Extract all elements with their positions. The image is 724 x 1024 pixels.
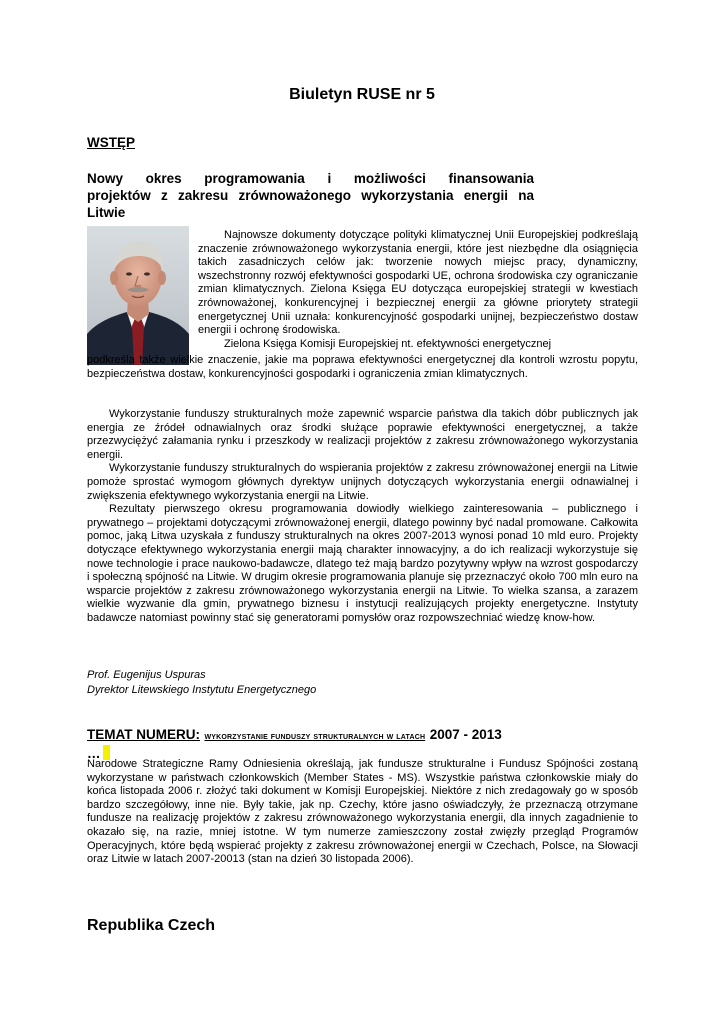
topic-years: 2007 - 2013 <box>429 727 502 742</box>
topic-label: TEMAT NUMERU: <box>87 727 200 742</box>
topic-ellipsis: … <box>87 746 101 761</box>
paragraph-1: Najnowsze dokumenty dotyczące polityki klimatycznej Unii Europejskiej podkreślają znaczenie zrównoważonego wykorzystania energii, które jest niezbędne dla osiągnięcia takich zasadniczych celów jak: tworzenie nowych miejsc pracy, dynamiczny, wszechstronny rozwój efektywności gospodarki UE, ochrona środowiska czy ograniczanie zmian klimatycznych. Zielona Księga EU dotycząca europejskiej strategii w kwestiach zrównoważonej, konkurencyjnej i bezpiecznej energii za główne priorytety strategii energetycznej Unii uznała: konkurencyjność gospodarki unijnej, bezpieczeństwo dostaw energii i ochronę środowiska. <box>198 229 638 337</box>
intro-text-full <box>87 354 638 381</box>
main-paragraphs <box>87 408 638 626</box>
paragraph-4: Wykorzystanie funduszy strukturalnych do wspierania projektów z zakresu zrównoważonej energii na Litwie pomoże sprostać wymogom głównych dyrektyw unijnych dotyczących wykorzystania energii odnawialnej i zwiększenia efektywnego wykorzystania energii na Litwie. <box>87 462 638 502</box>
page-title: Biuletyn RUSE nr 5 <box>289 86 435 103</box>
paragraph-2-rest: podkreśla także wielkie znaczenie, jakie ma poprawa efektywności energetycznej dla kontroli wzrostu popytu, bezpieczeństwa dostaw, konkurencyjności gospodarki i ograniczenia zmian klimatycznych. <box>87 354 638 380</box>
paragraph-3: Wykorzystanie funduszy strukturalnych może zapewnić wsparcie państwa dla takich dóbr publicznych jak energia ze źródeł odnawialnych oraz środki służące poprawie efektywności energetycznej, a także przezwyciężyć załamania rynku i przeszkody w realizacji projektów z zakresu zrównoważonego wykorzystania energii. <box>87 408 638 461</box>
topic-title: wykorzystanie funduszy strukturalnych w latach <box>204 731 426 742</box>
topic-heading <box>87 726 638 762</box>
topic-paragraph: Narodowe Strategiczne Ramy Odniesienia określają, jak fundusze strukturalne i Fundusz Spójności zostaną wykorzystane w państwach członkowskich (Member States - MS). Wszystkie państwa członkowskie miały do końca listopada 2006 r. złożyć taki dokument w Komisji Europejskiej. Niektóre z nich zredagowały go w sposób bardzo szczegółowy, inne nie. Były takie, jak np. Czechy, które jasno oświadczyły, że przeznaczą otrzymane fundusze na realizację projektów z zakresu zrównoważonego wykorzystania energii, dla innych zagadnienie to okazało się, na razie, mniej istotne. W tym numerze zamieszczony został zwięzły przegląd Programów Operacyjnych, które będą wspierać projekty z zakresu zrównoważonej energii w Czechach, Polsce, na Słowacji oraz Litwie w latach 2007-20013 (stan na dzień 30 listopada 2006). <box>87 758 638 866</box>
author-photo <box>87 226 189 365</box>
intro-heading-line-2: projektów z zakresu zrównoważonego wykorzystania energii na Litwie <box>87 188 534 220</box>
intro-text-wrapped <box>198 229 638 351</box>
signature <box>87 668 316 698</box>
paragraph-2-start: Zielona Księga Komisji Europejskiej nt. efektywności energetycznej <box>224 337 552 350</box>
paragraph-5: Rezultaty pierwszego okresu programowania dowiodły wielkiego zainteresowania – publicznego i prywatnego – projektami dotyczącymi zrównoważonej energii, dlatego powinny być nadal promowane. Całkowita pomoc, jaką Litwa uzyskała z funduszy strukturalnych na okres 2007-2013 wynosi ponad 10 mld euro. Projekty dotyczące efektywnego wykorzystania energii mają charakter innowacyjny, a do ich realizacji wykorzystuje się nowe technologie i prace naukowo-badawcze, dlatego też mają bardzo pozytywny wpływ na wzrost gospodarczy i społeczną spójność na Litwie. W drugim okresie programowania planuje się przeznaczyć około 700 mln euro na wsparcie projektów z zakresu zrównoważonego wykorzystania energii na Litwie. To wielka szansa, a zarazem wielkie wyzwanie dla gmin, prywatnego biznesu i instytucji realizujących projekty energetyczne. Instytuty badawcze natomiast powinny stać się generatorami pomysłów oraz rozpowszechniać wiedzę know-how. <box>87 503 638 624</box>
topic-text <box>87 758 638 867</box>
signature-name: Prof. Eugenijus Uspuras <box>87 669 206 681</box>
signature-role: Dyrektor Litewskiego Instytutu Energetycznego <box>87 684 317 696</box>
intro-heading-line-1: Nowy okres programowania i możliwości finansowania <box>87 171 534 186</box>
intro-heading <box>87 170 534 221</box>
next-section-heading: Republika Czech <box>87 917 216 934</box>
section-heading: WSTĘP <box>87 135 136 150</box>
